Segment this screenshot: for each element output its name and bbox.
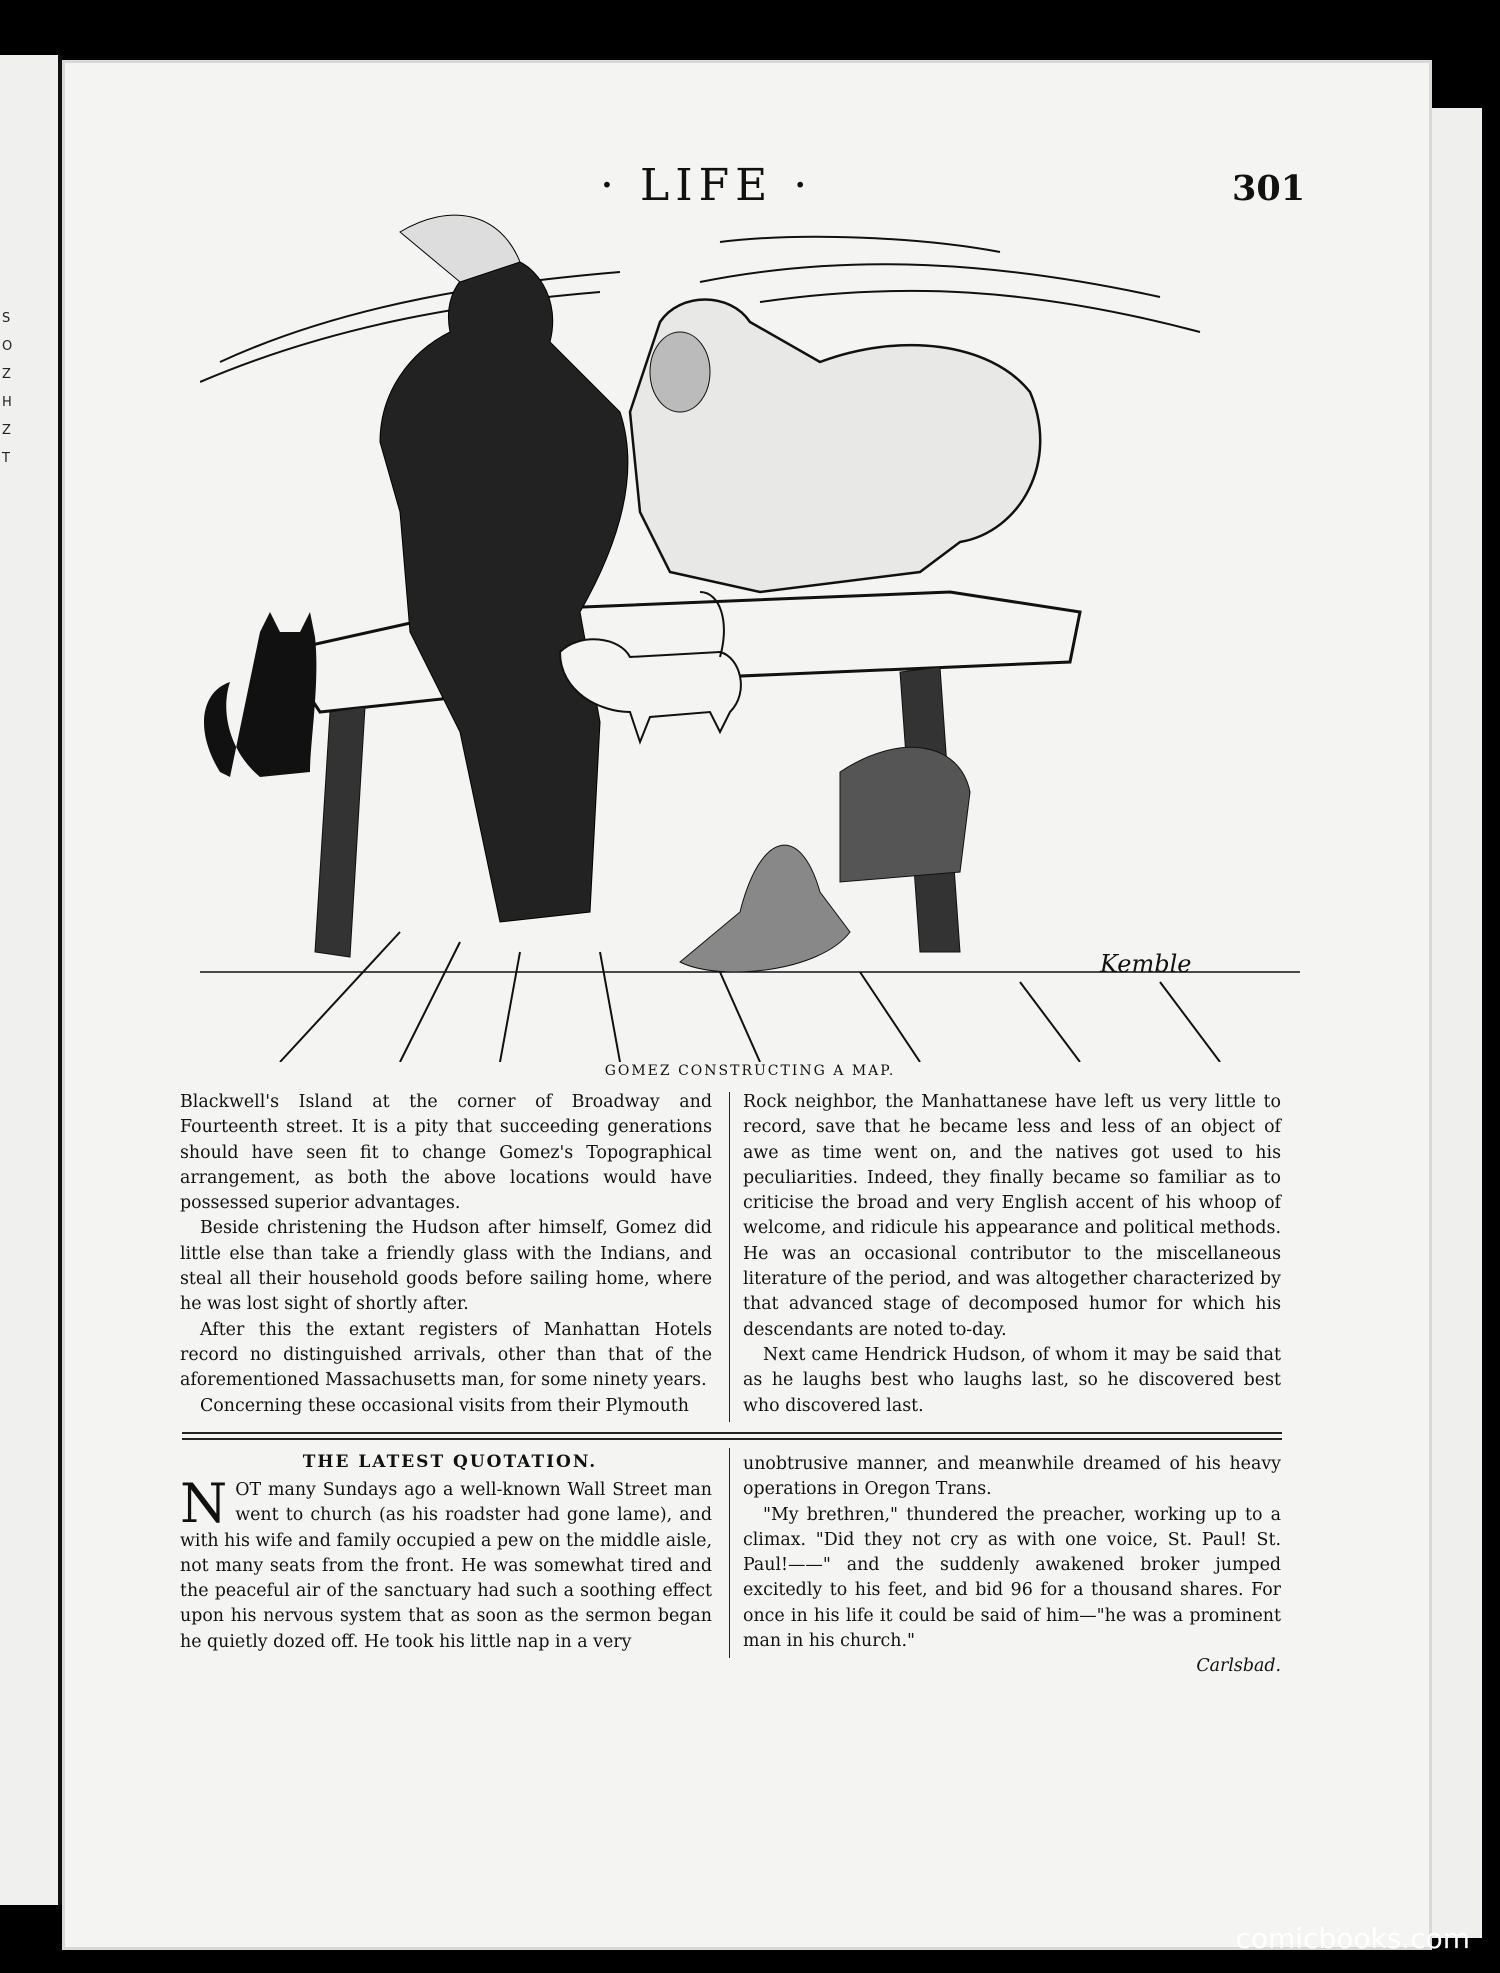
- magazine-title: · LIFE ·: [600, 160, 814, 211]
- column-divider: [729, 1448, 730, 1658]
- paragraph: Rock neighbor, the Manhattanese have left us very little to record, save that he became less and less of an object of awe as time went on, and the natives got used to his peculiarities. Indeed, they finally became so familiar as to criticise the broad and very English accent of his whoop of welcome, and ridicule his appearance and political methods. He was an occasional contributor to the miscellaneous literature of the period, and was altogether characterized by that advanced stage of decomposed humor for which his descendants are noted to-day.: [743, 1092, 1281, 1340]
- paragraph: Blackwell's Island at the corner of Broadway and Fourteenth street. It is a pity that succeeding generations should have seen fit to change Gomez's Topographical arrangement, as both the above locations would have possessed superior advantages.: [180, 1092, 712, 1214]
- chair: [840, 747, 970, 882]
- upper-right-column: [743, 1090, 1281, 1419]
- cartoon-illustration: [200, 212, 1300, 1062]
- artist-signature: Kemble: [1100, 950, 1192, 978]
- lower-left-column: [180, 1472, 712, 1655]
- cat-figure: [204, 612, 316, 777]
- paragraph: After this the extant registers of Manhattan Hotels record no distinguished arrivals, other than that of the aforementioned Massachusetts man, for some ninety years.: [180, 1319, 712, 1391]
- illustration-caption: GOMEZ CONSTRUCTING A MAP.: [604, 1063, 896, 1079]
- column-divider: [729, 1092, 730, 1422]
- author-signature: Carlsbad.: [1196, 1656, 1281, 1677]
- section-rule: [182, 1438, 1282, 1440]
- drop-cap: N: [180, 1472, 228, 1535]
- paragraph: Concerning these occasional visits from their Plymouth: [200, 1395, 689, 1416]
- table-leg-left: [315, 707, 365, 957]
- watermark: comicbooks.com: [1235, 1922, 1470, 1955]
- paragraph: OT many Sundays ago a well-known Wall Street man went to church (as his roadster had gone lame), and with his wife and family occupied a pew on the middle aisle, not many seats from the front. He was somewhat tired and the peaceful air of the sanctuary had such a soothing effect upon his nervous system that as soon as the sermon began he quietly dozed off. He took his little nap in a very: [180, 1480, 712, 1652]
- spine-letters: S O Z H Z T: [2, 311, 13, 466]
- lower-right-column: [743, 1452, 1281, 1680]
- standing-figure: [380, 260, 628, 922]
- section-rule: [182, 1432, 1282, 1434]
- hat-label: WIN: [418, 280, 447, 296]
- page-number: 301: [1232, 168, 1306, 209]
- article-title: THE LATEST QUOTATION.: [302, 1452, 598, 1472]
- paragraph: Beside christening the Hudson after himself, Gomez did little else than take a friendly glass with the Indians, and steal all their household goods before sailing home, where he was lost sight of shortly after.: [180, 1218, 712, 1315]
- upper-left-column: [180, 1090, 712, 1419]
- paragraph: "My brethren," thundered the preacher, working up to a climax. "Did they not cry as with one voice, St. Paul! St. Paul!——" and the suddenly awakened broker jumped excitedly to his feet, and bid 96 for a thousand shares. For once in his life it could be said of him—"he was a prominent man in his church.": [743, 1504, 1281, 1652]
- facing-page-edge: [0, 55, 62, 1905]
- fallen-hat: [680, 845, 850, 972]
- paragraph: unobtrusive manner, and meanwhile dreamed of his heavy operations in Oregon Trans.: [743, 1454, 1281, 1500]
- paragraph: Next came Hendrick Hudson, of whom it may be said that as he laughs best who laughs last, so he discovered best who discovered last.: [743, 1344, 1281, 1416]
